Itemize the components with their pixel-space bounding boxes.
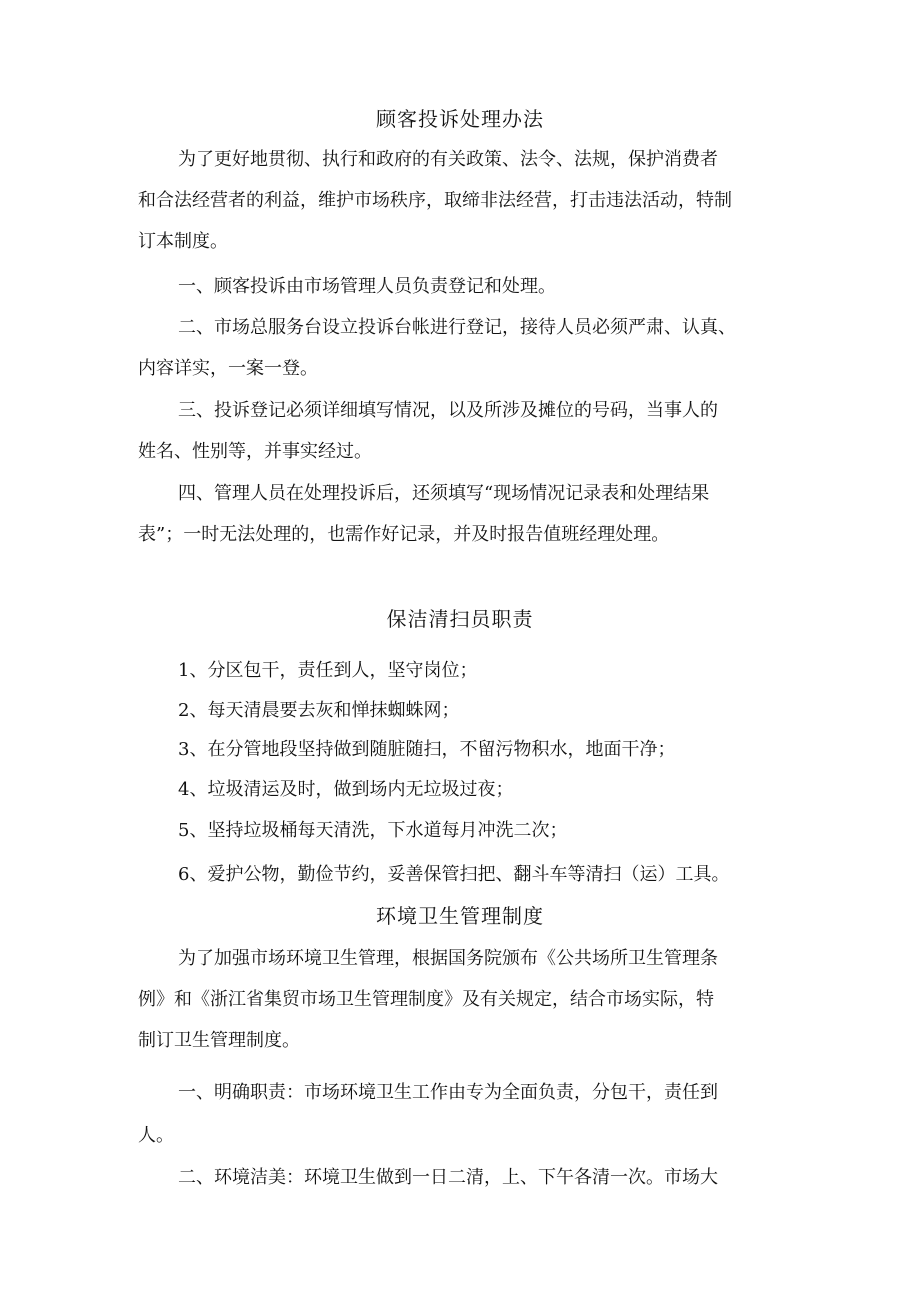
paragraph-line: 姓名、性别等，并事实经过。	[138, 441, 372, 462]
paragraph-line: 为了更好地贯彻、执行和政府的有关政策、法令、法规，保护消费者	[178, 149, 718, 170]
paragraph-line: 和合法经营者的利益，维护市场秩序，取缔非法经营，打击违法活动，特制	[138, 190, 732, 211]
list-item: 2、每天清晨要去灰和惮抹蜘蛛网；	[178, 700, 460, 721]
paragraph-line: 例》和《浙江省集贸市场卫生管理制度》及有关规定，结合市场实际，特	[138, 989, 714, 1010]
list-item: 1、分区包干，责任到人，坚守岗位；	[178, 660, 478, 681]
paragraph-line: 内容详实，一案一登。	[138, 358, 318, 379]
list-item: 4、垃圾清运及时，做到场内无垃圾过夜；	[178, 779, 514, 800]
list-item: 6、爱护公物，勤俭节约，妥善保管扫把、翻斗车等清扫（运）工具。	[178, 864, 730, 885]
paragraph-line: 一、明确职责：市场环境卫生工作由专为全面负责，分包干，责任到	[178, 1082, 718, 1103]
paragraph-line: 订本制度。	[138, 231, 228, 252]
paragraph-line: 为了加强市场环境卫生管理，根据国务院颁布《公共场所卫生管理条	[178, 948, 718, 969]
section-title-cleaner-duties: 保洁清扫员职责	[386, 607, 534, 631]
paragraph-line: 人。	[138, 1125, 174, 1146]
paragraph-line: 四、管理人员在处理投诉后，还须填写“现场情况记录表和处理结果	[178, 483, 710, 504]
paragraph-line: 三、投诉登记必须详细填写情况，以及所涉及摊位的号码，当事人的	[178, 400, 718, 421]
section-title-complaint-handling: 顾客投诉处理办法	[376, 107, 544, 131]
section-title-sanitation-management: 环境卫生管理制度	[376, 904, 544, 928]
paragraph-line: 表”；一时无法处理的，也需作好记录，并及时报告值班经理处理。	[138, 524, 670, 545]
list-item: 5、坚持垃圾桶每天清洗，下水道每月冲洗二次；	[178, 820, 568, 841]
list-item: 3、在分管地段坚持做到随脏随扫，不留污物积水，地面干净；	[178, 739, 676, 760]
paragraph-line: 制订卫生管理制度。	[138, 1030, 300, 1051]
paragraph-line: 二、市场总服务台设立投诉台帐进行登记，接待人员必须严肃、认真、	[178, 317, 736, 338]
paragraph-line: 一、顾客投诉由市场管理人员负责登记和处理。	[178, 276, 556, 297]
paragraph-line: 二、环境洁美：环境卫生做到一日二清，上、下午各清一次。市场大	[178, 1167, 718, 1188]
